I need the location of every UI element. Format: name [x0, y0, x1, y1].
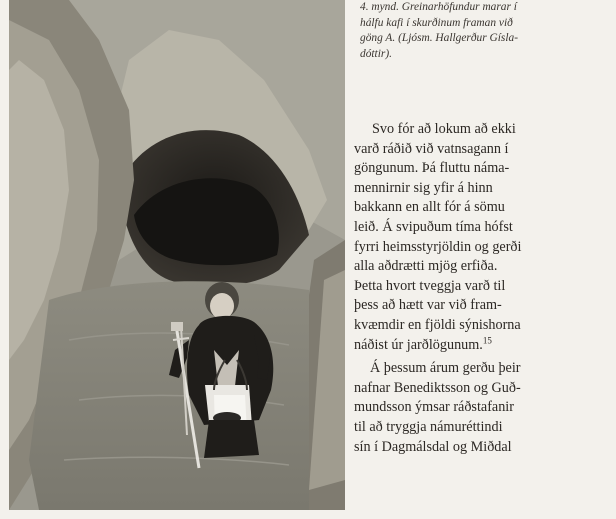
paragraph-2: Á þessum árum gerðu þeir nafnar Benediktsson og Guð- mundsson ýmsar ráðstafanir til að tryggja námuréttindi sín í Dagmálsdal og Miðdal — [354, 360, 521, 455]
paragraph-1-text: Svo fór að lokum að ekki varð ráðið við vatnsagann í göngunum. Þá fluttu náma- mennirnir sig yfir á hinn bakkann en allt fór á sömu leið. Á svipuðum tíma hófst fyrri heimsstyrjöldin og gerði alla aðdrætti mjög erfiða. Þetta hvort tveggja varð til þess að hætt var við fram- kvæmdir en fjöldi sýnishorna náðist úr jarðlögunum. — [354, 121, 522, 353]
body-text — [354, 120, 610, 457]
paragraph-1 — [354, 120, 610, 355]
footnote-reference[interactable]: 15 — [482, 334, 492, 345]
cave-water-photo — [9, 0, 345, 510]
figure-photo — [9, 0, 345, 510]
figure-caption: 4. mynd. Greinarhöfundur marar í hálfu kafi í skurðinum framan við göng A. (Ljósm. Hallgerður Gísla- dóttir). — [360, 1, 519, 60]
